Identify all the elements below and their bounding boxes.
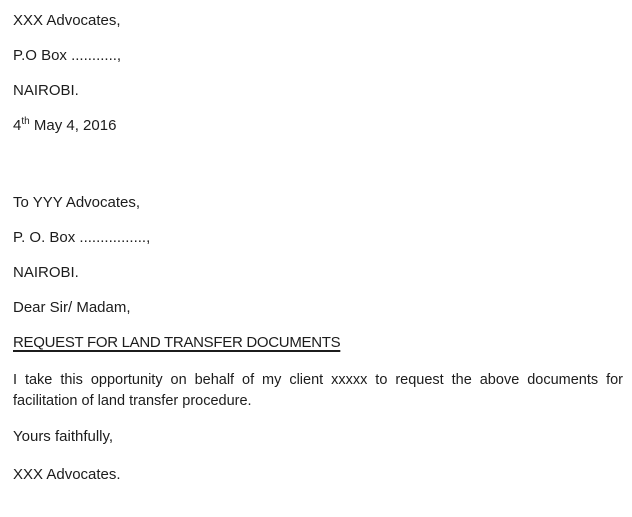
letter-date <box>13 115 623 136</box>
body-paragraph <box>13 370 623 412</box>
date-ordinal-suffix: th <box>21 116 30 127</box>
body-line-2: facilitation of land transfer procedure. <box>13 393 252 409</box>
recipient-to-line: To YYY Advocates, <box>13 194 141 211</box>
signature: XXX Advocates. <box>13 466 121 483</box>
recipient-city: NAIROBI. <box>13 264 79 281</box>
date-day: 4 <box>13 117 22 134</box>
sender-po-box: P.O Box ..........., <box>13 47 122 64</box>
subject-line: REQUEST FOR LAND TRANSFER DOCUMENTS <box>13 334 341 351</box>
body-line-1: I take this opportunity on behalf of my client xxxxx to request the above documents for <box>13 372 623 388</box>
sender-name: XXX Advocates, <box>13 12 121 29</box>
sender-city: NAIROBI. <box>13 82 79 99</box>
date-rest: May 4, 2016 <box>29 117 117 134</box>
salutation: Dear Sir/ Madam, <box>13 299 131 316</box>
closing: Yours faithfully, <box>13 428 114 445</box>
recipient-po-box: P. O. Box ................, <box>13 229 151 246</box>
